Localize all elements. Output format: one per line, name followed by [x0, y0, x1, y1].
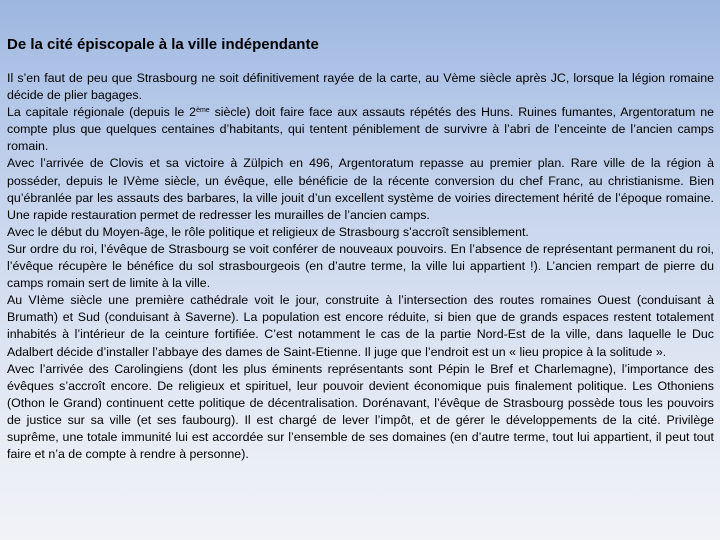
paragraph-3: Avec l’arrivée de Clovis et sa victoire à Zülpich en 496, Argentoratum repasse au premier plan. Rare ville de la région à posséder, depuis le IVème siècle, un évêque, elle bénéficie de la récente conversion du chef Franc, au christianisme. Bien qu’ébranlée par les assauts des barbares, la ville jouit d’un excellent système de voiries directement hérité de l’époque romaine. Une rapide restauration permet de redresser les murailles de l’ancien camps. — [7, 156, 714, 222]
paragraph-2 — [7, 104, 714, 155]
paragraph-5: Sur ordre du roi, l’évêque de Strasbourg se voit conférer de nouveaux pouvoirs. En l’absence de représentant permanent du roi, l’évêque récupère le bénéfice du sol strasbourgeois (en d’autre terme, la ville lui appartient !). L’ancien rempart de pierre du camps romain sert de limite à la ville. — [7, 241, 714, 291]
paragraph-4: Avec le début du Moyen-âge, le rôle politique et religieux de Strasbourg s’accroît sensiblement. — [7, 224, 529, 239]
body-text — [7, 70, 714, 463]
slide-title: De la cité épiscopale à la ville indépendante — [7, 36, 319, 53]
paragraph-6: Au VIème siècle une première cathédrale voit le jour, construite à l’intersection des routes romaines Ouest (conduisant à Brumath) et Sud (conduisant à Saverne). La population est encore réduite, si bien que de grands espaces restent totalement inhabités à l’intérieur de la ceinture fortifiée. C’est notamment le cas de la partie Nord-Est de la ville, dans laquelle le Duc Adalbert décide d’installer l’abbaye des dames de Saint-Etienne. Il juge que l’endroit est un « lieu propice à la solitude ». — [7, 293, 714, 359]
paragraph-1: Il s’en faut de peu que Strasbourg ne soit définitivement rayée de la carte, au Vème siècle après JC, lorsque la légion romaine décide de plier bagages. — [7, 71, 714, 103]
paragraph-2-start: La capitale régionale (depuis le 2 — [7, 105, 197, 120]
paragraph-2-end: siècle) doit faire face aux assauts répétés des Huns. Ruines fumantes, Argentoratum ne compte plus que quelques centaines d’habitants, qui tentent péniblement de survivre à l’abri de l’enceinte de l’ancien camps romain. — [7, 105, 715, 154]
superscript-ordinal: ème — [196, 107, 210, 115]
paragraph-7: Avec l’arrivée des Carolingiens (dont les plus éminents représentants sont Pépin le Bref et Charlemagne), l’importance des évêques s’accroît encore. De religieux et spirituel, leur pouvoir devient économique puis finalement politique. Les Othoniens (Othon le Grand) continuent cette politique de décentralisation. Dorénavant, l’évêque de Strasbourg possède tous les pouvoirs de justice sur sa ville (et ses faubourg). Il est chargé de lever l’impôt, et de gérer le développements de la cité. Privilège suprême, une totale immunité lui est accordée sur l’ensemble de ses domaines (en d’autre terme, tout lui appartient, il peut tout faire et n’a de compte à rendre à personne). — [7, 361, 714, 462]
